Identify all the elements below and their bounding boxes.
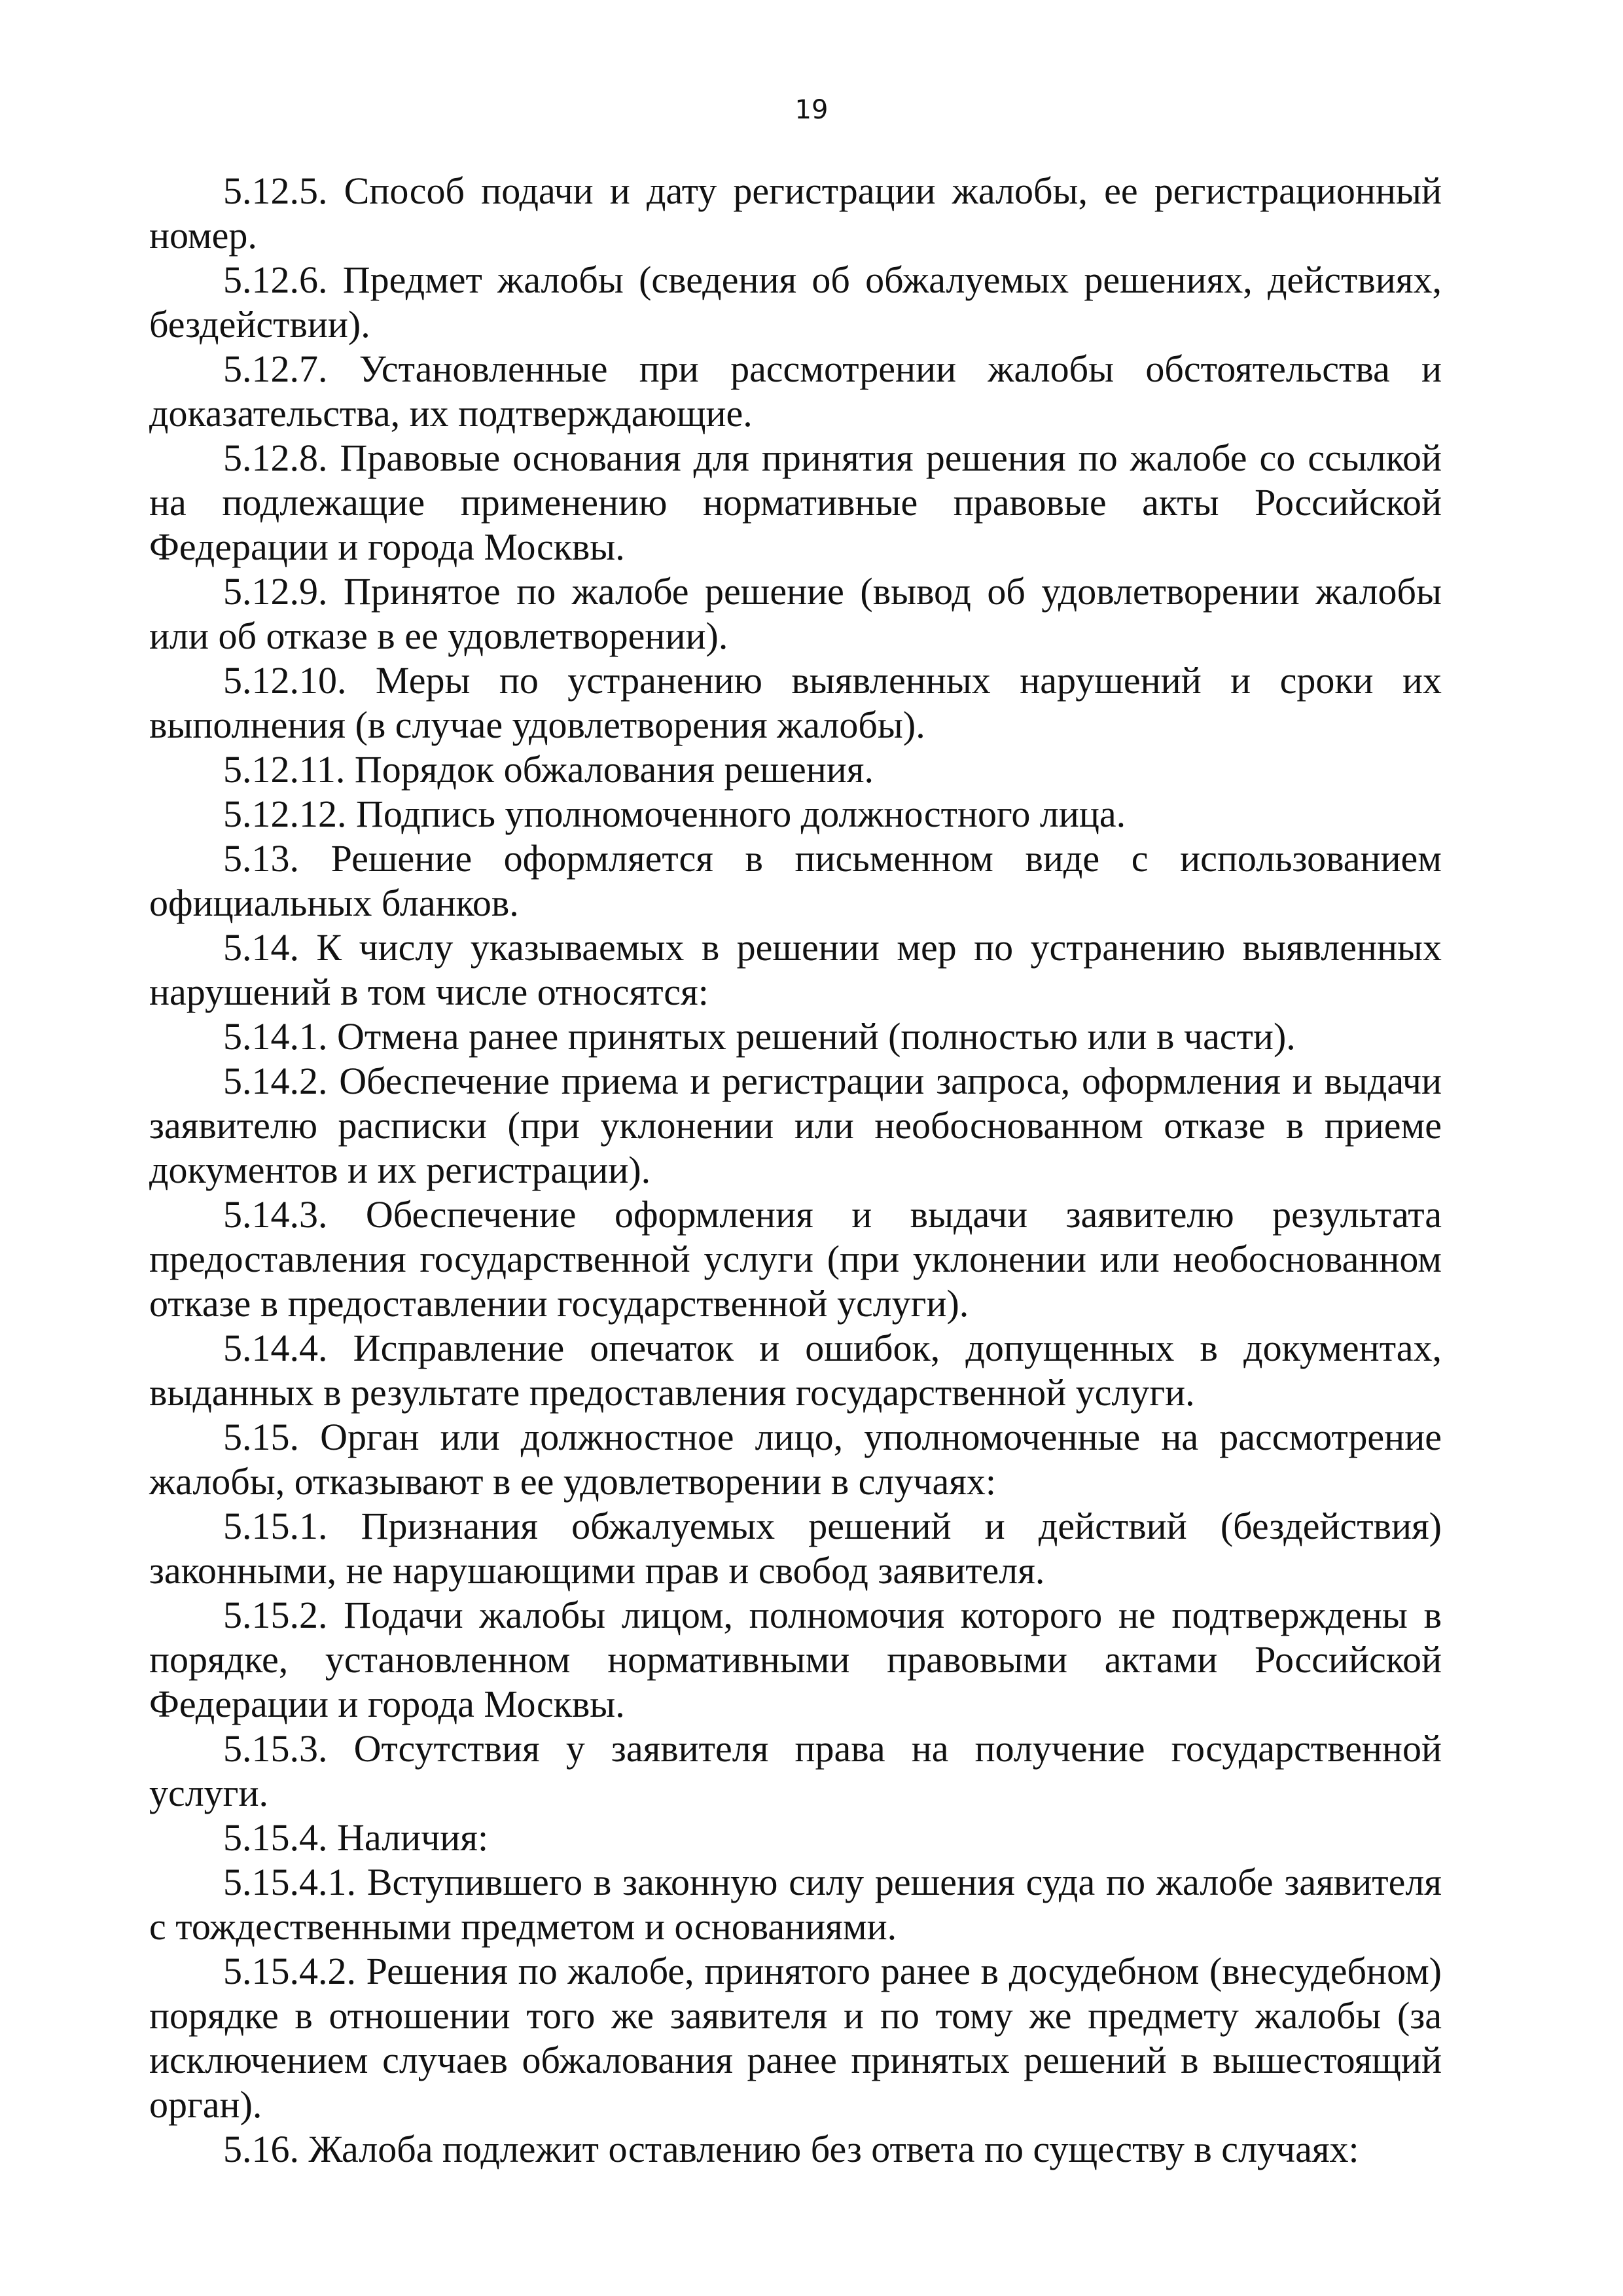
- paragraph-5-12-10: 5.12.10. Меры по устранению выявленных нарушений и сроки их выполнения (в случае удовлетворения жалобы).: [149, 659, 1442, 746]
- document-body: [149, 169, 1442, 2172]
- paragraph-5-14-3: 5.14.3. Обеспечение оформления и выдачи заявителю результата предоставления государственной услуги (при уклонении или необоснованном отказе в предоставлении государственной услуги).: [149, 1193, 1442, 1325]
- page-number: 19: [794, 95, 829, 125]
- paragraph-5-14-1: 5.14.1. Отмена ранее принятых решений (полностью или в части).: [223, 1015, 1296, 1058]
- paragraph-5-15-1: 5.15.1. Признания обжалуемых решений и действий (бездействия) законными, не нарушающими прав и свобод заявителя.: [149, 1505, 1442, 1592]
- paragraph-5-15-4-2: 5.15.4.2. Решения по жалобе, принятого ранее в досудебном (внесудебном) порядке в отношении того же заявителя и по тому же предмету жалобы (за исключением случаев обжалования ранее принятых решений в вышестоящий орган).: [149, 1950, 1442, 2126]
- paragraph-5-14: 5.14. К числу указываемых в решении мер по устранению выявленных нарушений в том числе относятся:: [149, 926, 1442, 1013]
- paragraph-5-12-12: 5.12.12. Подпись уполномоченного должностного лица.: [223, 793, 1126, 835]
- paragraph-5-14-2: 5.14.2. Обеспечение приема и регистрации запроса, оформления и выдачи заявителю расписки (при уклонении или необоснованном отказе в приеме документов и их регистрации).: [149, 1060, 1442, 1191]
- paragraph-5-15-4-1: 5.15.4.1. Вступившего в законную силу решения суда по жалобе заявителя с тождественными предметом и основаниями.: [149, 1861, 1442, 1948]
- paragraph-5-12-7: 5.12.7. Установленные при рассмотрении жалобы обстоятельства и доказательства, их подтверждающие.: [149, 348, 1442, 435]
- paragraph-5-12-5: 5.12.5. Способ подачи и дату регистрации жалобы, ее регистрационный номер.: [149, 170, 1442, 257]
- paragraph-5-15: 5.15. Орган или должностное лицо, уполномоченные на рассмотрение жалобы, отказывают в ее удовлетворении в случаях:: [149, 1416, 1442, 1503]
- paragraph-5-12-8: 5.12.8. Правовые основания для принятия решения по жалобе со ссылкой на подлежащие применению нормативные правовые акты Российской Федерации и города Москвы.: [149, 437, 1442, 568]
- paragraph-5-15-4: 5.15.4. Наличия:: [223, 1816, 489, 1859]
- paragraph-5-12-11: 5.12.11. Порядок обжалования решения.: [223, 748, 874, 791]
- paragraph-5-15-3: 5.15.3. Отсутствия у заявителя права на получение государственной услуги.: [149, 1727, 1442, 1814]
- paragraph-5-12-6: 5.12.6. Предмет жалобы (сведения об обжалуемых решениях, действиях, бездействии).: [149, 259, 1442, 346]
- paragraph-5-15-2: 5.15.2. Подачи жалобы лицом, полномочия которого не подтверждены в порядке, установленном нормативными правовыми актами Российской Федерации и города Москвы.: [149, 1594, 1442, 1725]
- paragraph-5-13: 5.13. Решение оформляется в письменном виде с использованием официальных бланков.: [149, 837, 1442, 924]
- paragraph-5-14-4: 5.14.4. Исправление опечаток и ошибок, допущенных в документах, выданных в результате предоставления государственной услуги.: [149, 1327, 1442, 1414]
- paragraph-5-12-9: 5.12.9. Принятое по жалобе решение (вывод об удовлетворении жалобы или об отказе в ее удовлетворении).: [149, 570, 1442, 657]
- paragraph-5-16: 5.16. Жалоба подлежит оставлению без ответа по существу в случаях:: [223, 2128, 1359, 2170]
